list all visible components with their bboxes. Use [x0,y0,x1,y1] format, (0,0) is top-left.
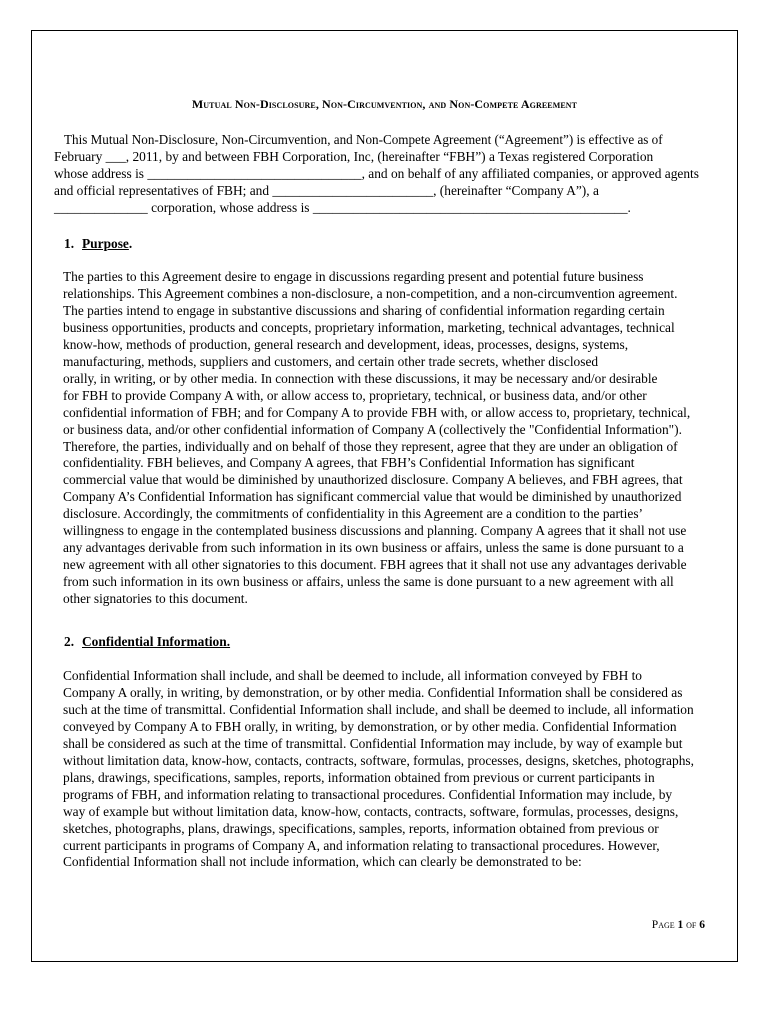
body-line: current participants in programs of Company A, and information relating to transactional procedures. However, [63,837,660,853]
page-total: 6 [699,919,705,931]
body-line: new agreement with all other signatories to this document. FBH agrees that it shall not use any advantages derivable [63,557,687,573]
of-label: of [686,919,697,931]
body-line: disclosure. Accordingly, the commitments of confidentiality in this Agreement are a condition to the parties’ [63,506,643,522]
body-line: know-how, methods of production, general research and development, ideas, processes, designs, systems, [63,336,629,352]
intro-line: and official representatives of FBH; and ________________________, (hereinafter “Company A”), a [54,183,599,198]
body-line: without limitation data, know-how, contacts, contracts, software, formulas, processes, designs, sketches, photographs, [63,752,694,768]
body-line: such at the time of transmittal. Confidential Information shall include, and shall be deemed to include, all information [63,701,694,717]
body-line: willingness to engage in the contemplated business discussions and planning. Company A agrees that it shall not use [63,523,687,539]
body-line: manufacturing, methods, suppliers and customers, and certain other trade secrets, whether disclosed [63,353,599,369]
body-line: from such information in its own business or affairs, unless the same is done pursuant to a new agreement with all [63,574,674,590]
body-line: conveyed by Company A to FBH orally, in writing, by demonstration, or by other media. Confidential Information [63,718,677,734]
body-line: orally, in writing, or by other media. In connection with these discussions, it may be necessary and/or desirable [63,370,658,386]
intro-line: whose address is ________________________________, and on behalf of any affiliated companies, or approved agents [54,166,699,181]
body-line: shall be considered as such at the time of transmittal. Confidential Information may include, by way of example but [63,735,683,751]
intro-line: This Mutual Non-Disclosure, Non-Circumvention, and Non-Compete Agreement (“Agreement”) is effective as of [64,132,663,147]
section-heading-purpose [64,236,132,252]
section-number: 1. [64,236,75,251]
body-line: confidential information of FBH; and for Company A to provide FBH with, or allow access to, proprietary, technical, [63,404,691,420]
section-heading-text: Confidential Information. [82,634,231,649]
intro-paragraph [54,131,734,216]
page-footer [652,919,705,931]
body-line: The parties to this Agreement desire to engage in discussions regarding present and potential future business [63,269,644,284]
section-number: 2. [64,634,75,649]
intro-line: ______________ corporation, whose address is _______________________________________________. [54,200,631,215]
body-line: business opportunities, products and concepts, proprietary information, marketing, technical advantages, technical [63,319,675,335]
body-line: Company A’s Confidential Information has significant commercial value that would be diminished by unauthorized [63,489,682,505]
document-title: Mutual Non-Disclosure, Non-Circumvention, and Non-Compete Agreement [191,97,578,111]
page-label: Page [651,919,675,931]
section-heading-tail: . [128,236,133,251]
body-line: other signatories to this document. [63,591,248,607]
section-body-purpose [63,269,735,608]
body-line: for FBH to provide Company A with, or allow access to, proprietary, technical, or business data, and/or other [63,387,647,403]
body-line: sketches, photographs, plans, drawings, specifications, samples, reports, information obtained from previous or [63,820,659,836]
body-line: Therefore, the parties, individually and on behalf of those they represent, agree that they are under an obligation of [63,438,678,454]
intro-line: February ___, 2011, by and between FBH Corporation, Inc, (hereinafter “FBH”) a Texas registered Corporation [54,149,654,164]
body-line: The parties intend to engage in substantive discussions and sharing of confidential information regarding certain [63,302,665,318]
body-line: plans, drawings, specifications, samples, reports, information obtained from previous or current participants in [63,769,655,785]
body-line: confidentiality. FBH believes, and Company A agrees, that FBH’s Confidential Information has significant [63,455,635,471]
body-line: programs of FBH, and information relating to transactional procedures. Confidential Information may include, by [63,786,673,802]
page-number: 1 [677,919,684,931]
section-body-confidential-information [63,668,735,871]
body-line: Confidential Information shall include, and shall be deemed to include, all information conveyed by FBH to [63,668,643,683]
body-line: any advantages derivable from such information in its own business or affairs, unless the same is done pursuant to a [63,540,684,556]
document-page [31,30,738,962]
body-line: Confidential Information shall not include information, which can clearly be demonstrated to be: [63,854,582,870]
body-line: commercial value that would be diminished by unauthorized disclosure. Company A believes, and FBH agrees, that [63,472,683,488]
section-heading-confidential-information [64,634,230,650]
body-line: relationships. This Agreement combines a non-disclosure, a non-competition, and a non-circumvention agreement. [63,285,678,301]
body-line: Company A orally, in writing, by demonstration, or by other media. Confidential Information shall be considered as [63,684,683,700]
section-heading-text: Purpose [82,236,129,251]
body-line: or business data, and/or other confidential information of Company A (collectively the "Confidential Information"). [63,421,682,437]
body-line: way of example but without limitation data, know-how, contacts, contracts, software, formulas, processes, designs, [63,803,679,819]
